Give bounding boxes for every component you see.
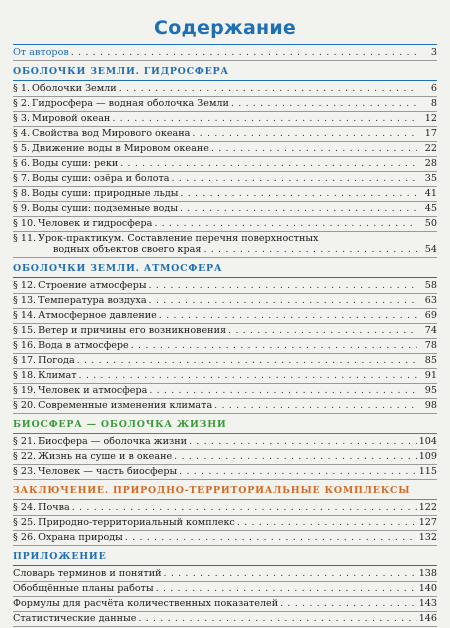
leader-dots	[192, 128, 417, 139]
divider	[13, 308, 437, 309]
leader-dots	[125, 532, 417, 543]
toc-entry[interactable]	[13, 340, 437, 351]
toc-entry-title: Ветер и причины его возникновения	[38, 325, 227, 336]
toc-entry-title: Погода	[38, 355, 75, 366]
toc-entry-number: § 12.	[13, 280, 37, 291]
divider	[13, 464, 437, 465]
leader-dots	[180, 188, 417, 199]
toc-entry[interactable]	[13, 532, 437, 543]
toc-entry-title: Формулы для расчёта количественных показателей	[13, 598, 279, 609]
toc-entry[interactable]	[13, 218, 437, 229]
toc-entry[interactable]	[13, 128, 437, 139]
divider	[13, 398, 437, 399]
toc-entry-number: § 14.	[13, 310, 37, 321]
section-heading: ОБОЛОЧКИ ЗЕМЛИ. ГИДРОСФЕРА	[13, 66, 229, 77]
leader-dots	[172, 173, 417, 184]
toc-entry-page: 35	[424, 173, 437, 184]
leader-dots	[164, 568, 417, 579]
toc-entry[interactable]	[13, 173, 437, 184]
toc-entry-number: § 1.	[13, 83, 30, 94]
leader-dots	[228, 325, 417, 336]
leader-dots	[149, 385, 417, 396]
toc-entry[interactable]	[13, 598, 437, 609]
toc-entry[interactable]	[13, 385, 437, 396]
leader-dots	[148, 280, 417, 291]
leader-dots	[72, 502, 417, 513]
toc-section	[13, 62, 437, 258]
section-heading: ЗАКЛЮЧЕНИЕ. ПРИРОДНО-ТЕРРИТОРИАЛЬНЫЕ КОМПЛЕКСЫ	[13, 485, 411, 496]
toc-entry-number: § 9.	[13, 203, 30, 214]
toc-entry[interactable]	[13, 613, 437, 624]
section-heading: ПРИЛОЖЕНИЕ	[13, 551, 107, 562]
toc-entry[interactable]	[13, 355, 437, 366]
toc-entry-page: 41	[424, 188, 437, 199]
toc-entry-title: Атмосферное давление	[38, 310, 157, 321]
section-divider	[13, 277, 437, 278]
toc-entry-number: § 6.	[13, 158, 30, 169]
toc-entry-title: Свойства вод Мирового океана	[32, 128, 191, 139]
toc-entry[interactable]	[13, 143, 437, 154]
leader-dots	[237, 517, 417, 528]
toc-entry-title: Статистические данные	[13, 613, 137, 624]
page-title: Содержание	[154, 17, 296, 39]
toc-entry-title: Климат	[38, 370, 77, 381]
leader-dots	[154, 218, 417, 229]
toc-entry-title: Гидросфера — водная оболочка Земли	[32, 98, 229, 109]
leader-dots	[131, 340, 417, 351]
toc-entry-page: 58	[424, 280, 437, 291]
divider	[13, 515, 437, 516]
toc-entry-number: § 19.	[13, 385, 37, 396]
toc-entry[interactable]	[13, 583, 437, 594]
leader-dots	[79, 370, 417, 381]
title-divider	[13, 44, 437, 45]
divider	[13, 449, 437, 450]
toc-entry-title: Жизнь на суше и в океане	[38, 451, 173, 462]
section-divider	[13, 565, 437, 566]
toc-entry-continuation[interactable]	[13, 244, 437, 255]
toc-entry-page: 115	[418, 466, 437, 477]
divider	[13, 156, 437, 157]
toc-entry-number: § 3.	[13, 113, 30, 124]
toc-entry[interactable]	[13, 568, 437, 579]
toc-entry-title: Оболочки Земли	[32, 83, 117, 94]
toc-entry-page: 109	[418, 451, 437, 462]
toc-entry[interactable]	[13, 451, 437, 462]
toc-entry-number: § 20.	[13, 400, 37, 411]
toc-entry-number: § 17.	[13, 355, 37, 366]
toc-entry-title: Урок-практикум. Составление перечня поверхностных	[38, 233, 319, 244]
toc-entry-page: 54	[424, 244, 437, 255]
leader-dots	[71, 47, 417, 58]
toc-entry[interactable]	[13, 83, 437, 94]
toc-entry-page: 28	[424, 158, 437, 169]
leader-dots	[214, 400, 417, 411]
leader-dots	[119, 83, 417, 94]
toc-entry[interactable]	[13, 325, 437, 336]
divider	[13, 216, 437, 217]
toc-entry-page: 17	[424, 128, 437, 139]
toc-entry-page: 146	[418, 613, 437, 624]
toc-entry[interactable]	[13, 466, 437, 477]
toc-entry-number: § 10.	[13, 218, 37, 229]
toc-entry-title: Биосфера — оболочка жизни	[38, 436, 187, 447]
toc-entry-number: § 2.	[13, 98, 30, 109]
toc-entry-page: 63	[424, 295, 437, 306]
toc-entry-page: 140	[418, 583, 437, 594]
divider	[13, 141, 437, 142]
toc-entry-number: § 4.	[13, 128, 30, 139]
toc-entry-page: 127	[418, 517, 437, 528]
toc-entry-page: 22	[424, 143, 437, 154]
toc-entry-title: Словарь терминов и понятий	[13, 568, 162, 579]
toc-entry-title: Человек и гидросфера	[38, 218, 153, 229]
toc-entry[interactable]	[13, 310, 437, 321]
toc-entry-number: § 11.	[13, 233, 37, 244]
toc-entry-number: § 18.	[13, 370, 37, 381]
toc-entry-title: Строение атмосферы	[38, 280, 147, 291]
table-of-contents	[13, 47, 437, 628]
toc-entry-title: Воды суши: природные льды	[32, 188, 179, 199]
divider	[13, 368, 437, 369]
toc-entry[interactable]	[13, 370, 437, 381]
leader-dots	[231, 98, 417, 109]
divider	[13, 596, 437, 597]
toc-entry-number: § 22.	[13, 451, 37, 462]
toc-entry-title: От авторов	[13, 47, 69, 58]
divider	[13, 96, 437, 97]
divider	[13, 479, 437, 480]
toc-entry-title: Воды суши: реки	[32, 158, 119, 169]
toc-sections	[13, 62, 437, 627]
divider	[13, 257, 437, 258]
toc-section	[13, 259, 437, 414]
toc-entry[interactable]	[13, 188, 437, 199]
toc-entry-title: Человек и атмосфера	[38, 385, 148, 396]
toc-entry-page: 50	[424, 218, 437, 229]
toc-entry-title: Человек — часть биосферы	[38, 466, 178, 477]
divider	[13, 383, 437, 384]
leader-dots	[149, 295, 417, 306]
toc-entry-page: 98	[424, 400, 437, 411]
toc-entry-number: § 16.	[13, 340, 37, 351]
divider	[13, 60, 437, 61]
leader-dots	[174, 451, 417, 462]
leader-dots	[189, 436, 417, 447]
toc-entry[interactable]	[13, 280, 437, 291]
toc-entry-page: 78	[424, 340, 437, 351]
toc-entry[interactable]	[13, 400, 437, 411]
divider	[13, 626, 437, 627]
toc-entry-title: Движение воды в Мировом океане	[32, 143, 209, 154]
toc-entry-page: 74	[424, 325, 437, 336]
divider	[13, 293, 437, 294]
divider	[13, 201, 437, 202]
divider	[13, 111, 437, 112]
toc-entry[interactable]	[13, 517, 437, 528]
toc-entry-number: § 8.	[13, 188, 30, 199]
toc-entry-page: 95	[424, 385, 437, 396]
toc-entry-title: Вода в атмосфере	[38, 340, 129, 351]
divider	[13, 413, 437, 414]
toc-entry-number: § 15.	[13, 325, 37, 336]
divider	[13, 545, 437, 546]
toc-section	[13, 547, 437, 627]
toc-entry[interactable]	[13, 158, 437, 169]
toc-entry[interactable]	[13, 436, 437, 447]
leader-dots	[180, 203, 417, 214]
divider	[13, 530, 437, 531]
toc-entry-page: 138	[418, 568, 437, 579]
toc-entry-number: § 21.	[13, 436, 37, 447]
leader-dots	[179, 466, 417, 477]
section-divider	[13, 80, 437, 81]
divider	[13, 171, 437, 172]
toc-entry-title: Обобщённые планы работы	[13, 583, 154, 594]
toc-entry-page: 91	[424, 370, 437, 381]
toc-entry-title: Воды суши: озёра и болота	[32, 173, 170, 184]
section-heading: ОБОЛОЧКИ ЗЕМЛИ. АТМОСФЕРА	[13, 263, 223, 274]
leader-dots	[211, 143, 417, 154]
toc-entry[interactable]	[13, 98, 437, 109]
divider	[13, 186, 437, 187]
toc-entry-title: Охрана природы	[38, 532, 123, 543]
divider	[13, 353, 437, 354]
section-divider	[13, 433, 437, 434]
toc-entry-page: 85	[424, 355, 437, 366]
divider	[13, 581, 437, 582]
toc-entry-page: 122	[418, 502, 437, 513]
leader-dots	[159, 310, 417, 321]
section-divider	[13, 499, 437, 500]
leader-dots	[280, 598, 417, 609]
toc-entry[interactable]	[13, 233, 437, 244]
toc-entry-page: 45	[424, 203, 437, 214]
toc-section	[13, 415, 437, 480]
toc-entry-number: § 26.	[13, 532, 37, 543]
toc-entry-page: 3	[430, 47, 437, 58]
divider	[13, 338, 437, 339]
section-heading: БИОСФЕРА — ОБОЛОЧКА ЖИЗНИ	[13, 419, 227, 430]
toc-entry-page: 12	[424, 113, 437, 124]
leader-dots	[138, 613, 416, 624]
toc-entry-title: Природно-территориальный комплекс	[38, 517, 235, 528]
toc-entry-number: § 23.	[13, 466, 37, 477]
toc-entry-page: 8	[430, 98, 437, 109]
toc-entry-number: § 5.	[13, 143, 30, 154]
toc-entry-title: Воды суши: подземные воды	[32, 203, 178, 214]
toc-entry-number: § 24.	[13, 502, 37, 513]
divider	[13, 231, 437, 232]
toc-entry[interactable]	[13, 203, 437, 214]
toc-entry-number: § 7.	[13, 173, 30, 184]
leader-dots	[120, 158, 417, 169]
toc-entry-page: 143	[418, 598, 437, 609]
divider	[13, 611, 437, 612]
leader-dots	[203, 244, 417, 255]
toc-entry-title: Современные изменения климата	[38, 400, 213, 411]
toc-entry-title: Мировой океан	[32, 113, 111, 124]
toc-entry-number: § 13.	[13, 295, 37, 306]
leader-dots	[156, 583, 417, 594]
toc-entry-title: Почва	[38, 502, 70, 513]
toc-entry-page: 6	[430, 83, 437, 94]
leader-dots	[77, 355, 417, 366]
toc-entry-page: 132	[418, 532, 437, 543]
toc-intro-entry[interactable]	[13, 47, 437, 58]
divider	[13, 323, 437, 324]
toc-section	[13, 481, 437, 546]
toc-entry[interactable]	[13, 295, 437, 306]
toc-entry-page: 104	[418, 436, 437, 447]
toc-entry-number: § 25.	[13, 517, 37, 528]
toc-entry-page: 69	[424, 310, 437, 321]
toc-entry-title-continued: водных объектов своего края	[53, 244, 202, 255]
leader-dots	[112, 113, 417, 124]
toc-entry-title: Температура воздуха	[38, 295, 147, 306]
divider	[13, 126, 437, 127]
toc-entry[interactable]	[13, 502, 437, 513]
toc-entry[interactable]	[13, 113, 437, 124]
